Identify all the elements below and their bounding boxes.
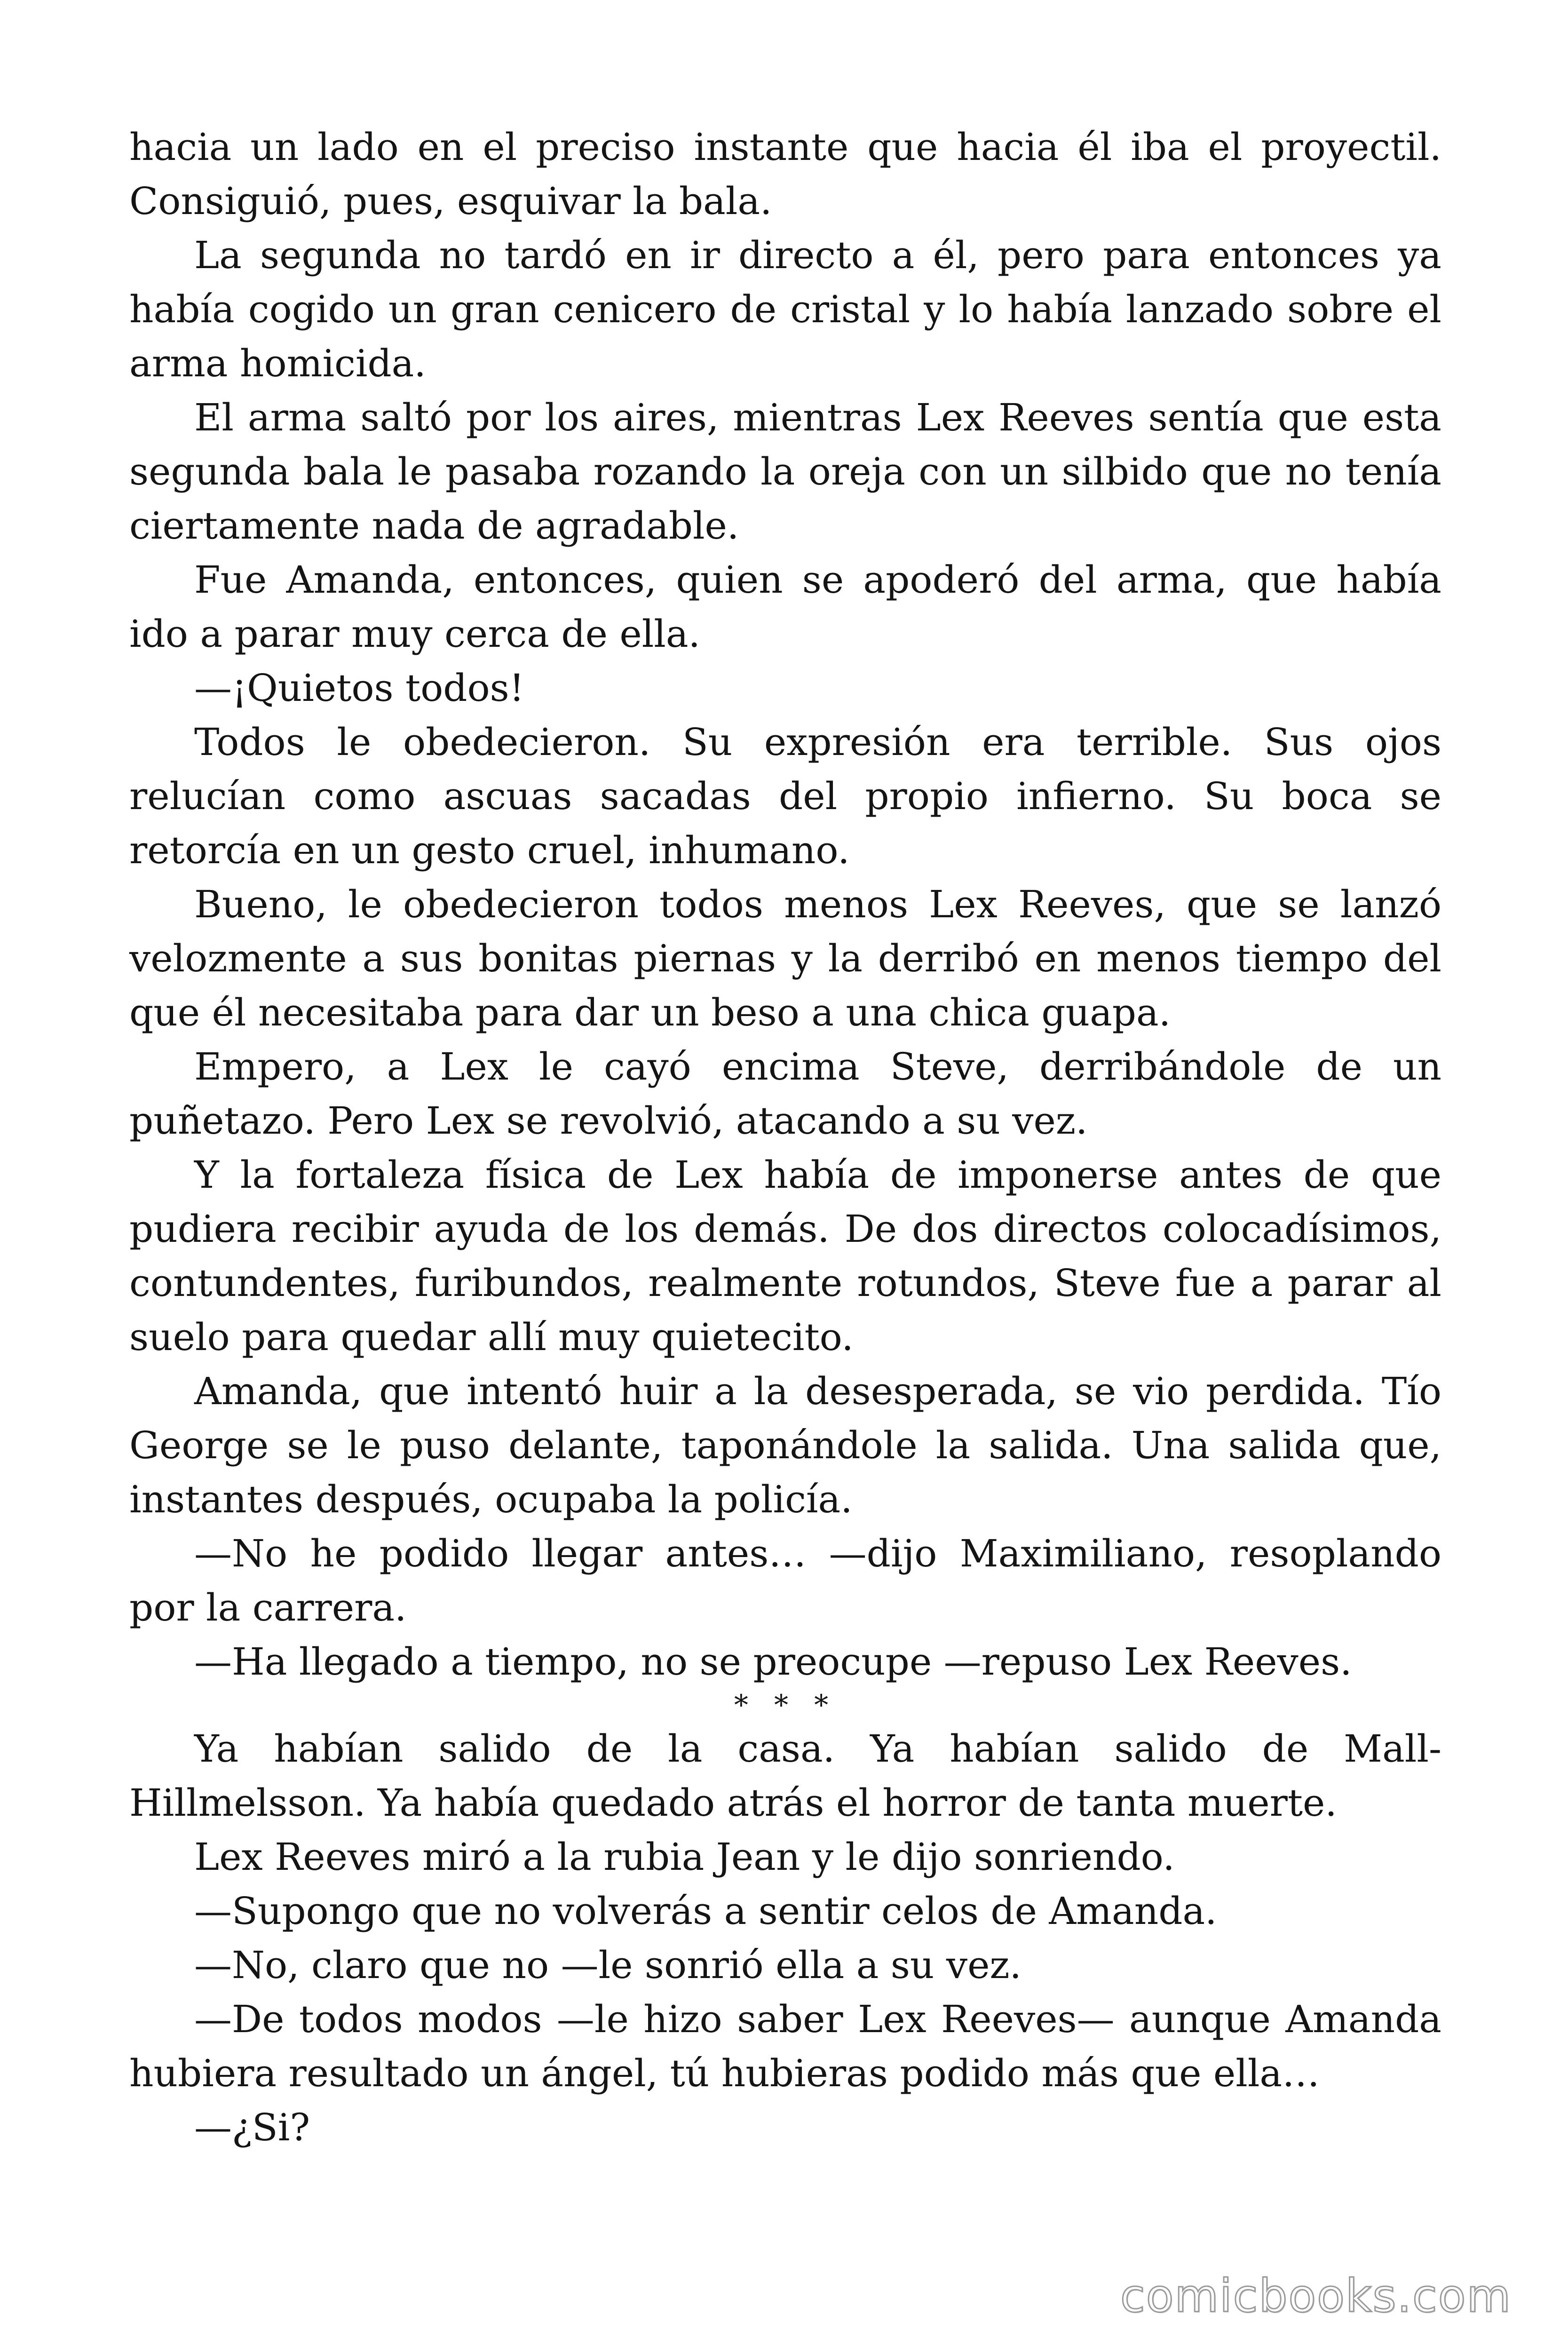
paragraph: La segunda no tardó en ir directo a él, pero para entonces ya había cogido un gran cenicero de cristal y lo había lanzado sobre el arma homicida.: [129, 233, 1441, 385]
paragraph: Empero, a Lex le cayó encima Steve, derribándole de un puñetazo. Pero Lex se revolvió, atacando a su vez.: [129, 1045, 1441, 1143]
paragraph: Todos le obedecieron. Su expresión era terrible. Sus ojos relucían como ascuas sacadas del propio infierno. Su boca se retorcía en un gesto cruel, inhumano.: [129, 720, 1441, 872]
dialogue-line: —Supongo que no volverás a sentir celos de Amanda.: [194, 1889, 1217, 1933]
paragraph: Y la fortaleza física de Lex había de imponerse antes de que pudiera recibir ayuda de los demás. De dos directos colocadísimos, contundentes, furibundos, realmente rotundos, Steve fue a parar al suelo para quedar allí muy quietecito.: [129, 1153, 1441, 1359]
dialogue-line: —Ha llegado a tiempo, no se preocupe —repuso Lex Reeves.: [194, 1640, 1352, 1684]
paragraph: Amanda, que intentó huir a la desesperada, se vio perdida. Tío George se le puso delante, taponándole la salida. Una salida que, instantes después, ocupaba la policía.: [129, 1369, 1441, 1521]
paragraph: Bueno, le obedecieron todos menos Lex Reeves, que se lanzó velozmente a sus bonitas piernas y la derribó en menos tiempo del que él necesitaba para dar un beso a una chica guapa.: [129, 882, 1441, 1034]
section-break: * * *: [734, 1689, 837, 1722]
dialogue-line: —De todos modos —le hizo saber Lex Reeves— aunque Amanda hubiera resultado un ángel, tú hubieras podido más que ella…: [129, 1997, 1441, 2095]
paragraph: hacia un lado en el preciso instante que hacia él iba el proyectil. Consiguió, pues, esquivar la bala.: [129, 125, 1441, 223]
paragraph: El arma saltó por los aires, mientras Lex Reeves sentía que esta segunda bala le pasaba rozando la oreja con un silbido que no tenía ciertamente nada de agradable.: [129, 396, 1441, 548]
dialogue-line: —¿Si?: [194, 2106, 310, 2149]
watermark: comicbooks.com: [1120, 2270, 1512, 2322]
dialogue-line: —¡Quietos todos!: [194, 666, 524, 710]
dialogue-line: —No he podido llegar antes… —dijo Maximiliano, resoplando por la carrera.: [129, 1532, 1441, 1629]
paragraph: Fue Amanda, entonces, quien se apoderó del arma, que había ido a parar muy cerca de ella.: [129, 558, 1441, 656]
paragraph: Ya habían salido de la casa. Ya habían salido de Mall-Hillmelsson. Ya había quedado atrás el horror de tanta muerte.: [129, 1727, 1441, 1825]
dialogue-line: —No, claro que no —le sonrió ella a su vez.: [194, 1943, 1022, 1987]
paragraph: Lex Reeves miró a la rubia Jean y le dijo sonriendo.: [194, 1835, 1175, 1879]
body-text: [129, 120, 1441, 2154]
